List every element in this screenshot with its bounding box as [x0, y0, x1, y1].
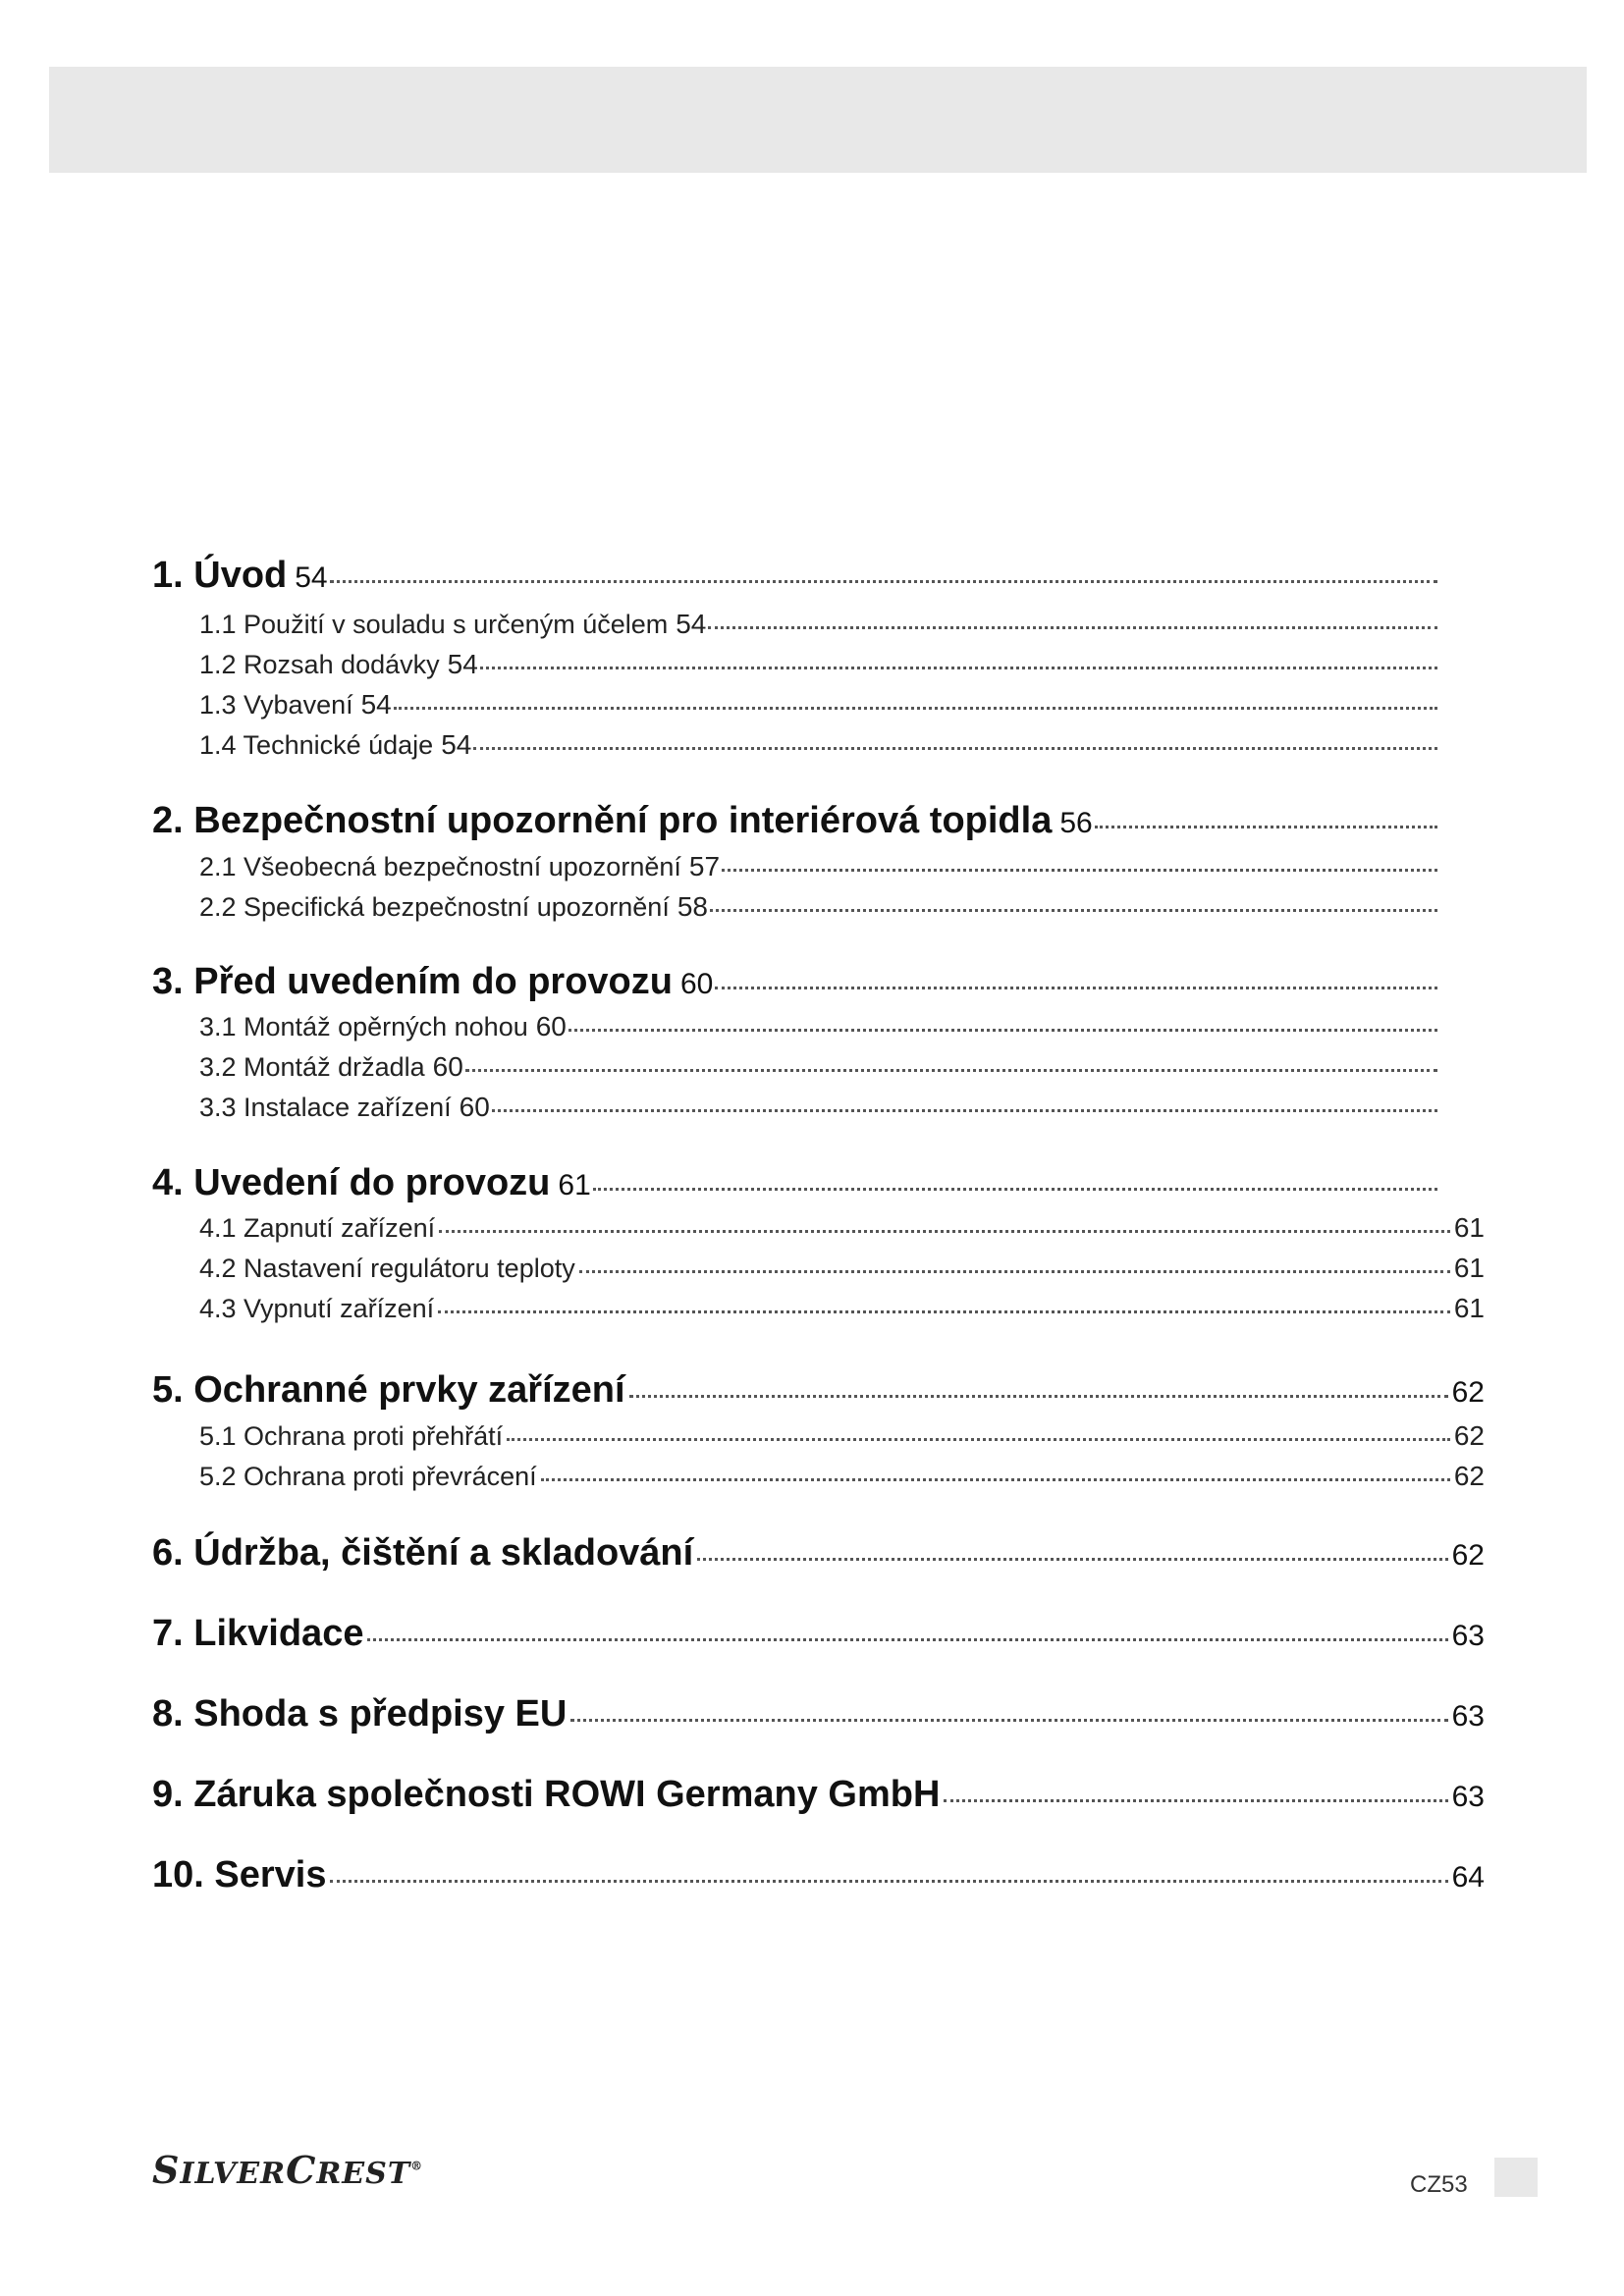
toc-label: 3. Před uvedením do provozu	[152, 961, 673, 1002]
toc-label: 8. Shoda s předpisy EU	[152, 1693, 568, 1735]
toc-leader	[507, 1438, 1450, 1441]
toc-label: 4. Uvedení do provozu	[152, 1162, 551, 1203]
toc-leader	[710, 909, 1437, 912]
toc-leader	[492, 1109, 1437, 1112]
toc-entry-5-1[interactable]	[199, 1420, 1485, 1452]
toc-leader	[697, 1558, 1447, 1561]
toc-entry-3-1[interactable]	[199, 1011, 1441, 1042]
toc-page: 58	[677, 891, 708, 922]
toc-page: 60	[679, 968, 714, 1000]
toc-page: 62	[1453, 1461, 1485, 1491]
toc-entry-3-3[interactable]	[199, 1092, 1441, 1123]
toc-label: 4.2 Nastavení regulátoru teploty	[199, 1254, 575, 1283]
toc-entry-3[interactable]	[152, 961, 1441, 1003]
toc-leader	[330, 1880, 1447, 1883]
toc-page: 62	[1451, 1539, 1485, 1572]
toc-entry-4[interactable]	[152, 1162, 1441, 1204]
toc-leader	[715, 987, 1437, 989]
toc-label: 9. Záruka společnosti ROWI Germany GmbH	[152, 1774, 941, 1815]
header-band	[49, 67, 1587, 173]
toc-page: 57	[688, 851, 721, 881]
toc-page: 61	[1453, 1293, 1485, 1323]
brand-letter: C	[286, 2148, 317, 2192]
toc-label: 1.4 Technické údaje	[199, 730, 434, 760]
toc-leader	[722, 869, 1437, 872]
toc-entry-10[interactable]	[152, 1854, 1485, 1896]
toc-leader	[465, 1069, 1437, 1072]
toc-label: 1. Úvod	[152, 555, 288, 596]
toc-page: 63	[1451, 1700, 1485, 1733]
toc-label: 1.1 Použití v souladu s určeným účelem	[199, 610, 669, 639]
toc-leader	[394, 707, 1437, 710]
toc-label: 7. Likvidace	[152, 1613, 364, 1654]
brand-letter: S	[152, 2148, 181, 2192]
toc-page: 56	[1059, 807, 1093, 839]
toc-label: 6. Údržba, čištění a skladování	[152, 1532, 694, 1574]
toc-label: 1.2 Rozsah dodávky	[199, 650, 440, 679]
page-tab	[1494, 2158, 1538, 2197]
toc-entry-4-2[interactable]	[199, 1253, 1485, 1284]
toc-leader	[570, 1719, 1447, 1722]
registered-mark: ®	[410, 2159, 424, 2173]
toc-leader	[367, 1638, 1447, 1641]
toc-leader	[480, 667, 1437, 669]
toc-page: 54	[295, 561, 328, 594]
toc-page: 54	[676, 609, 707, 639]
toc-leader	[593, 1188, 1437, 1191]
brand-text: REST	[316, 2157, 411, 2191]
toc-page: 60	[432, 1051, 463, 1082]
toc-page: 60	[459, 1092, 490, 1122]
toc-page: 54	[360, 689, 392, 720]
toc-entry-2-2[interactable]	[199, 891, 1441, 923]
toc-page: 60	[535, 1011, 567, 1041]
toc-page: 63	[1451, 1620, 1485, 1652]
toc-label: 5. Ochranné prvky zařízení	[152, 1369, 625, 1411]
toc-leader	[473, 747, 1437, 750]
toc-leader	[438, 1310, 1450, 1313]
toc-page: 54	[441, 729, 472, 760]
toc-page: 62	[1451, 1376, 1485, 1409]
toc-entry-5[interactable]	[152, 1369, 1485, 1412]
toc-entry-1-3[interactable]	[199, 689, 1441, 721]
brand-text: ILVER	[180, 2157, 287, 2191]
page-number: CZ53	[1410, 2171, 1468, 2198]
toc-label: 5.1 Ochrana proti přehřátí	[199, 1421, 504, 1451]
toc-entry-9[interactable]	[152, 1774, 1485, 1816]
toc-entry-8[interactable]	[152, 1693, 1485, 1735]
toc-entry-5-2[interactable]	[199, 1461, 1485, 1492]
toc-label: 2.2 Specifická bezpečnostní upozornění	[199, 892, 670, 922]
toc-leader	[629, 1395, 1448, 1398]
toc-leader	[944, 1799, 1447, 1802]
toc-entry-4-3[interactable]	[199, 1293, 1485, 1324]
toc-entry-6[interactable]	[152, 1532, 1485, 1575]
toc-label: 2. Bezpečnostní upozornění pro interiérová topidla	[152, 800, 1053, 841]
toc-entry-3-2[interactable]	[199, 1051, 1441, 1083]
toc-label: 5.2 Ochrana proti převrácení	[199, 1462, 537, 1491]
toc-leader	[568, 1029, 1437, 1032]
toc-label: 3.1 Montáž opěrných nohou	[199, 1012, 528, 1041]
toc-leader	[708, 626, 1437, 629]
toc-label: 10. Servis	[152, 1854, 327, 1896]
toc-page: 61	[1453, 1212, 1485, 1243]
toc-entry-1-2[interactable]	[199, 649, 1441, 680]
toc-page: 61	[1453, 1253, 1485, 1283]
toc-page: 64	[1451, 1861, 1485, 1894]
toc-label: 4.1 Zapnutí zařízení	[199, 1213, 436, 1243]
toc-label: 1.3 Vybavení	[199, 690, 353, 720]
toc-leader	[439, 1230, 1450, 1233]
toc-label: 3.3 Instalace zařízení	[199, 1093, 452, 1122]
toc-page: 61	[558, 1169, 591, 1201]
toc-leader	[1095, 826, 1437, 828]
brand-logo	[152, 2148, 423, 2192]
toc-leader	[579, 1270, 1450, 1273]
toc-page: 63	[1451, 1781, 1485, 1813]
toc-entry-1[interactable]	[152, 555, 1441, 597]
toc-entry-2[interactable]	[152, 800, 1441, 842]
toc-label: 4.3 Vypnutí zařízení	[199, 1294, 435, 1323]
toc-page: 62	[1453, 1420, 1485, 1451]
toc-page: 54	[447, 649, 478, 679]
toc-leader	[330, 580, 1437, 583]
toc-label: 2.1 Všeobecná bezpečnostní upozornění	[199, 852, 681, 881]
toc-entry-2-1[interactable]	[199, 851, 1441, 882]
toc-entry-7[interactable]	[152, 1613, 1485, 1655]
toc-entry-1-1[interactable]	[199, 609, 1441, 640]
toc-leader	[541, 1478, 1450, 1481]
toc-entry-4-1[interactable]	[199, 1212, 1485, 1244]
toc-label: 3.2 Montáž držadla	[199, 1052, 425, 1082]
toc-entry-1-4[interactable]	[199, 729, 1441, 761]
